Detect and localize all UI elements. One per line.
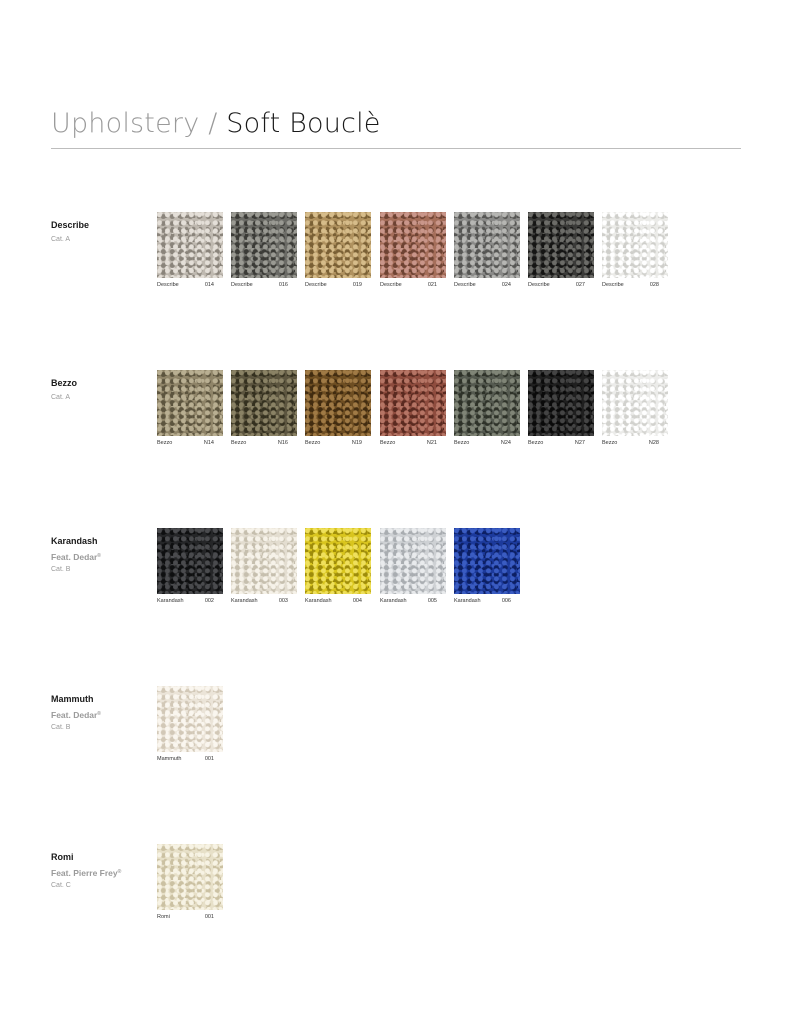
swatch-texture [305,212,371,278]
fabric-name: Mammuth [51,694,94,704]
swatch-texture [454,528,520,594]
fabric-swatch[interactable] [305,370,371,446]
fabric-section-bezzo [51,377,741,477]
fabric-name: Romi [51,852,74,862]
swatch-code: N21 [426,440,437,446]
fabric-swatch[interactable] [380,370,446,446]
fabric-swatch[interactable] [231,528,297,604]
fabric-swatch[interactable] [305,212,371,288]
registered-mark: ® [97,553,101,559]
title-separator: / [208,108,218,139]
fabric-section-karandash [51,535,741,635]
swatch-name: Bezzo [454,440,470,446]
fabric-feature-text: Feat. Dedar [51,710,98,720]
fabric-swatch[interactable] [157,686,223,762]
swatch-texture [157,528,223,594]
fabric-swatch[interactable] [157,212,223,288]
fabric-swatch[interactable] [231,212,297,288]
registered-mark: ® [117,869,122,875]
fabric-label [51,851,151,891]
swatch-code: N19 [351,440,362,446]
swatch-code: 003 [278,598,288,604]
swatch-name: Bezzo [602,440,618,446]
swatch-texture [454,370,520,436]
swatch-code: 005 [427,598,437,604]
fabric-label [51,693,151,733]
fabric-swatch[interactable] [528,212,594,288]
swatch-code: 014 [204,282,214,288]
swatch-texture [454,212,520,278]
swatch-texture [157,370,223,436]
fabric-feature [51,867,151,879]
swatch-texture [602,212,668,278]
swatch-texture [528,212,594,278]
swatch-name: Karandash [454,598,481,604]
swatch-name: Describe [454,282,476,288]
fabric-swatch[interactable] [380,528,446,604]
swatch-name: Describe [231,282,253,288]
title-category: Upholstery [51,108,200,139]
fabric-swatch[interactable] [157,844,223,920]
fabric-name: Bezzo [51,378,78,388]
fabric-category: Cat. C [51,882,71,889]
swatch-code: 027 [575,282,585,288]
swatch-name: Describe [380,282,402,288]
swatch-name: Karandash [157,598,184,604]
fabric-swatch[interactable] [602,370,668,446]
swatch-code: 021 [427,282,437,288]
fabric-name: Karandash [51,536,98,546]
swatch-name: Romi [157,914,170,920]
swatch-code: N14 [203,440,214,446]
swatch-texture [157,844,223,910]
fabric-feature [51,551,151,563]
swatch-name: Karandash [231,598,258,604]
swatch-code: 004 [352,598,362,604]
swatch-texture [305,370,371,436]
fabric-swatch[interactable] [454,370,520,446]
swatch-code: 028 [649,282,659,288]
swatch-code: 016 [278,282,288,288]
fabric-swatch[interactable] [157,370,223,446]
swatch-name: Describe [305,282,327,288]
swatch-texture [528,370,594,436]
swatch-name: Karandash [305,598,332,604]
swatch-code: N28 [648,440,659,446]
swatch-texture [231,212,297,278]
swatch-texture [157,212,223,278]
swatch-name: Bezzo [380,440,396,446]
swatch-code: 019 [352,282,362,288]
fabric-feature [51,709,151,721]
swatch-code: 006 [501,598,511,604]
swatch-code: N27 [574,440,585,446]
swatch-code: 002 [204,598,214,604]
swatch-name: Karandash [380,598,407,604]
swatch-name: Bezzo [528,440,544,446]
fabric-category: Cat. B [51,566,71,573]
swatch-name: Describe [157,282,179,288]
fabric-swatch[interactable] [157,528,223,604]
fabric-swatch[interactable] [380,212,446,288]
swatch-name: Bezzo [305,440,321,446]
page-title [51,108,381,139]
fabric-category: Cat. A [51,394,71,401]
fabric-label [51,535,151,575]
fabric-swatch[interactable] [454,212,520,288]
title-collection: Soft Bouclè [226,108,381,139]
fabric-swatch[interactable] [231,370,297,446]
fabric-category: Cat. B [51,724,71,731]
swatch-texture [305,528,371,594]
title-divider [51,148,741,149]
swatch-code: 024 [501,282,511,288]
swatch-texture [380,370,446,436]
fabric-swatch[interactable] [528,370,594,446]
registered-mark: ® [97,711,101,717]
fabric-swatch[interactable] [602,212,668,288]
swatch-texture [157,686,223,752]
swatch-texture [380,212,446,278]
swatch-name: Describe [602,282,624,288]
fabric-feature-text: Feat. Pierre Frey [51,868,118,878]
swatch-name: Bezzo [157,440,173,446]
swatch-code: N24 [500,440,511,446]
fabric-feature-text: Feat. Dedar [51,552,98,562]
swatch-texture [602,370,668,436]
swatch-code: N16 [277,440,288,446]
fabric-label [51,377,151,403]
fabric-name: Describe [51,220,90,230]
fabric-category: Cat. A [51,236,71,243]
swatch-texture [231,528,297,594]
fabric-swatch[interactable] [454,528,520,604]
fabric-section-mammuth [51,693,741,793]
swatch-texture [380,528,446,594]
swatch-name: Describe [528,282,550,288]
swatch-code: 001 [204,914,214,920]
fabric-section-romi [51,851,741,951]
swatch-texture [231,370,297,436]
fabric-section-describe [51,219,741,319]
swatch-code: 001 [204,756,214,762]
swatch-name: Mammuth [157,756,182,762]
fabric-swatch[interactable] [305,528,371,604]
swatch-name: Bezzo [231,440,247,446]
fabric-label [51,219,151,245]
